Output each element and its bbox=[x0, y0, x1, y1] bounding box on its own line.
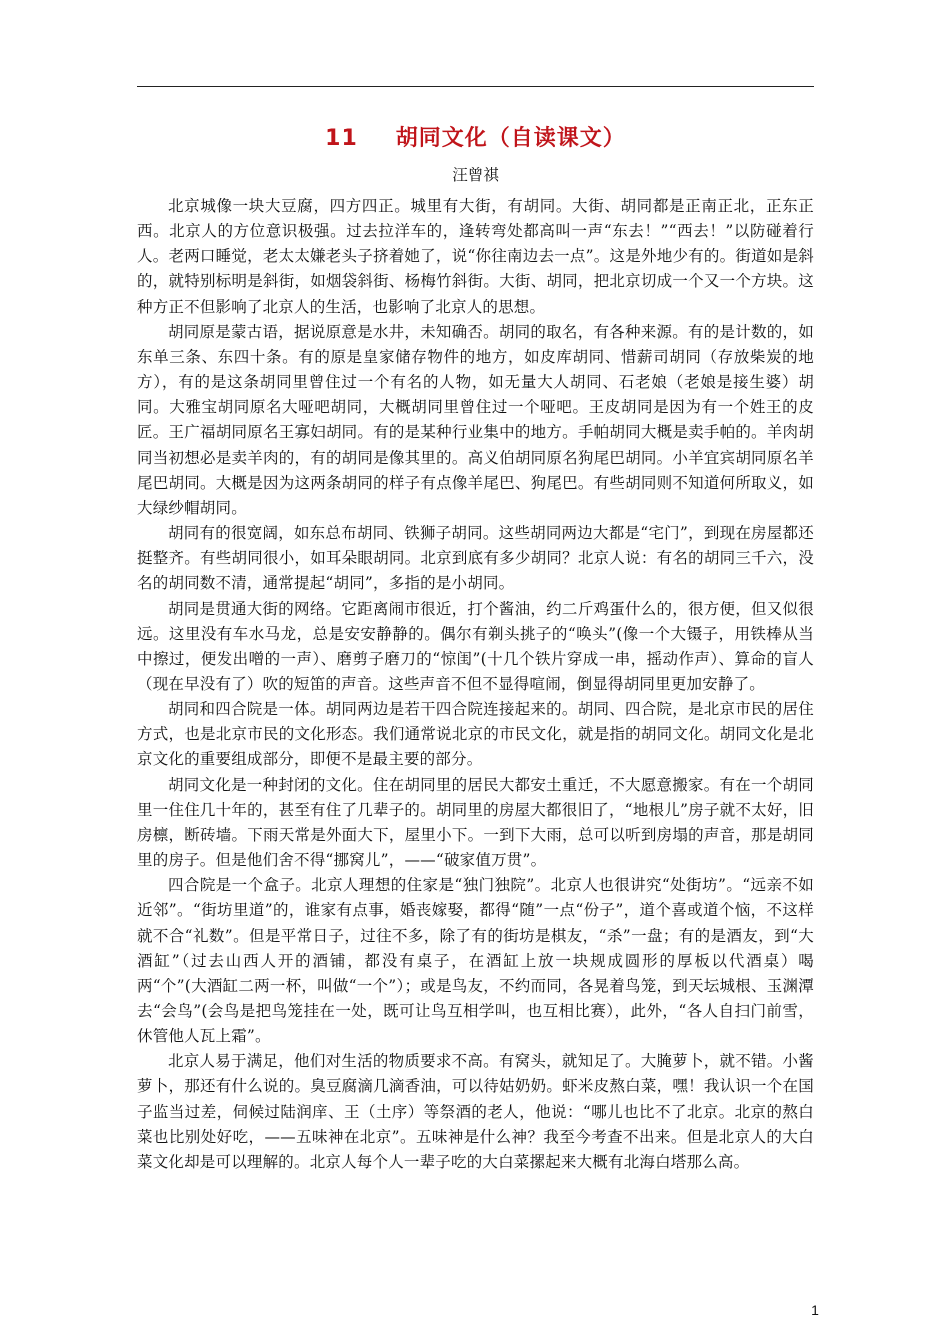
paragraph-3: 胡同有的很宽阔，如东总布胡同、铁狮子胡同。这些胡同两边大都是“宅门”，到现在房屋都还挺整齐。有些胡同很小，如耳朵眼胡同。北京到底有多少胡同？北京人说：有名的胡同三千六，没名的胡同数不清，通常提起“胡同”，多指的是小胡同。 bbox=[137, 524, 814, 593]
paragraph-6: 胡同文化是一种封闭的文化。住在胡同里的居民大都安土重迁，不大愿意搬家。有在一个胡同里一住住几十年的，甚至有住了几辈子的。胡同里的房屋大都很旧了，“地根儿”房子就不太好，旧房檩，断砖墙。下雨天常是外面大下，屋里小下。一到下大雨，总可以听到房塌的声音，那是胡同里的房子。但是他们舍不得“挪窝儿”，——“破家值万贯”。 bbox=[137, 775, 814, 870]
paragraph-8: 北京人易于满足，他们对生活的物质要求不高。有窝头，就知足了。大腌萝卜，就不错。小酱萝卜，那还有什么说的。臭豆腐滴几滴香油，可以待姑奶奶。虾米皮熬白菜，嘿！我认识一个在国子监当过差，伺候过陆润庠、王（土序）等祭酒的老人，他说：“哪儿也比不了北京。北京的熬白菜也比别处好吃，——五味神在北京”。五味神是什么神？我至今考查不出来。但是北京人的大白菜文化却是可以理解的。北京人每个人一辈子吃的大白菜摞起来大概有北海白塔那么高。 bbox=[137, 1052, 814, 1171]
paragraph-1: 北京城像一块大豆腐，四方四正。城里有大街，有胡同。大街、胡同都是正南正北，正东正西。北京人的方位意识极强。过去拉洋车的，逢转弯处都高叫一声“东去！”“西去！”以防碰着行人。老两口睡觉，老太太嫌老头子挤着她了，说“你往南边去一点”。这是外地少有的。街道如是斜的，就特别标明是斜街，如烟袋斜街、杨梅竹斜街。大街、胡同，把北京切成一个又一个方块。这种方正不但影响了北京人的生活，也影响了北京人的思想。 bbox=[137, 197, 814, 316]
lesson-title bbox=[137, 121, 814, 152]
paragraph-4: 胡同是贯通大街的网络。它距离闹市很近，打个酱油，约二斤鸡蛋什么的，很方便，但又似很远。这里没有车水马龙，总是安安静静的。偶尔有剃头挑子的“唤头”(像一个大镊子，用铁棒从当中擦过，便发出噌的一声）、磨剪子磨刀的“惊闺”(十几个铁片穿成一串，摇动作声）、算命的盲人（现在早没有了）吹的短笛的声音。这些声音不但不显得喧闹，倒显得胡同里更加安静了。 bbox=[137, 599, 814, 693]
header-rule bbox=[137, 86, 814, 87]
paragraph-2: 胡同原是蒙古语，据说原意是水井，未知确否。胡同的取名，有各种来源。有的是计数的，如东单三条、东四十条。有的原是皇家储存物件的地方，如皮库胡同、惜薪司胡同（存放柴炭的地方），有的是这条胡同里曾住过一个有名的人物，如无量大人胡同、石老娘（老娘是接生婆）胡同。大雅宝胡同原名大哑吧胡同，大概胡同里曾住过一个哑吧。王皮胡同是因为有一个姓王的皮匠。王广福胡同原名王寡妇胡同。有的是某种行业集中的地方。手帕胡同大概是卖手帕的。羊肉胡同当初想必是卖羊肉的，有的胡同是像其里的。高义伯胡同原名狗尾巴胡同。小羊宜宾胡同原名羊尾巴胡同。大概是因为这两条胡同的样子有点像羊尾巴、狗尾巴。有些胡同则不知道何所取义，如大绿纱帽胡同。 bbox=[137, 322, 814, 517]
paragraph-7: 四合院是一个盒子。北京人理想的住家是“独门独院”。北京人也很讲究“处街坊”。“远亲不如近邻”。“街坊里道”的，谁家有点事，婚丧嫁娶，都得“随”一点“份子”，道个喜或道个恼，不这样就不合“礼数”。但是平常日子，过往不多，除了有的街坊是棋友，“杀”一盘；有的是酒友，到“大酒缸”（过去山西人开的酒铺，都没有桌子，在酒缸上放一块规成圆形的厚板以代酒桌）喝两“个”(大酒缸二两一杯，叫做“一个”）；或是鸟友，不约而同，各晃着鸟笼，到天坛城根、玉渊潭去“会鸟”(会鸟是把鸟笼挂在一处，既可让鸟互相学叫，也互相比赛），此外，“各人自扫门前雪，休管他人瓦上霜”。 bbox=[137, 876, 814, 1046]
article-body bbox=[137, 194, 814, 1175]
lesson-title-text: 胡同文化（自读课文） bbox=[395, 126, 626, 151]
paragraph-5: 胡同和四合院是一体。胡同两边是若干四合院连接起来的。胡同、四合院，是北京市民的居住方式，也是北京市民的文化形态。我们通常说北京的市民文化，就是指的胡同文化。胡同文化是北京文化的重要组成部分，即便不是最主要的部分。 bbox=[137, 700, 814, 769]
page-number: 1 bbox=[811, 1302, 819, 1318]
author-name: 汪曾祺 bbox=[452, 166, 499, 184]
lesson-number: 11 bbox=[325, 126, 358, 151]
